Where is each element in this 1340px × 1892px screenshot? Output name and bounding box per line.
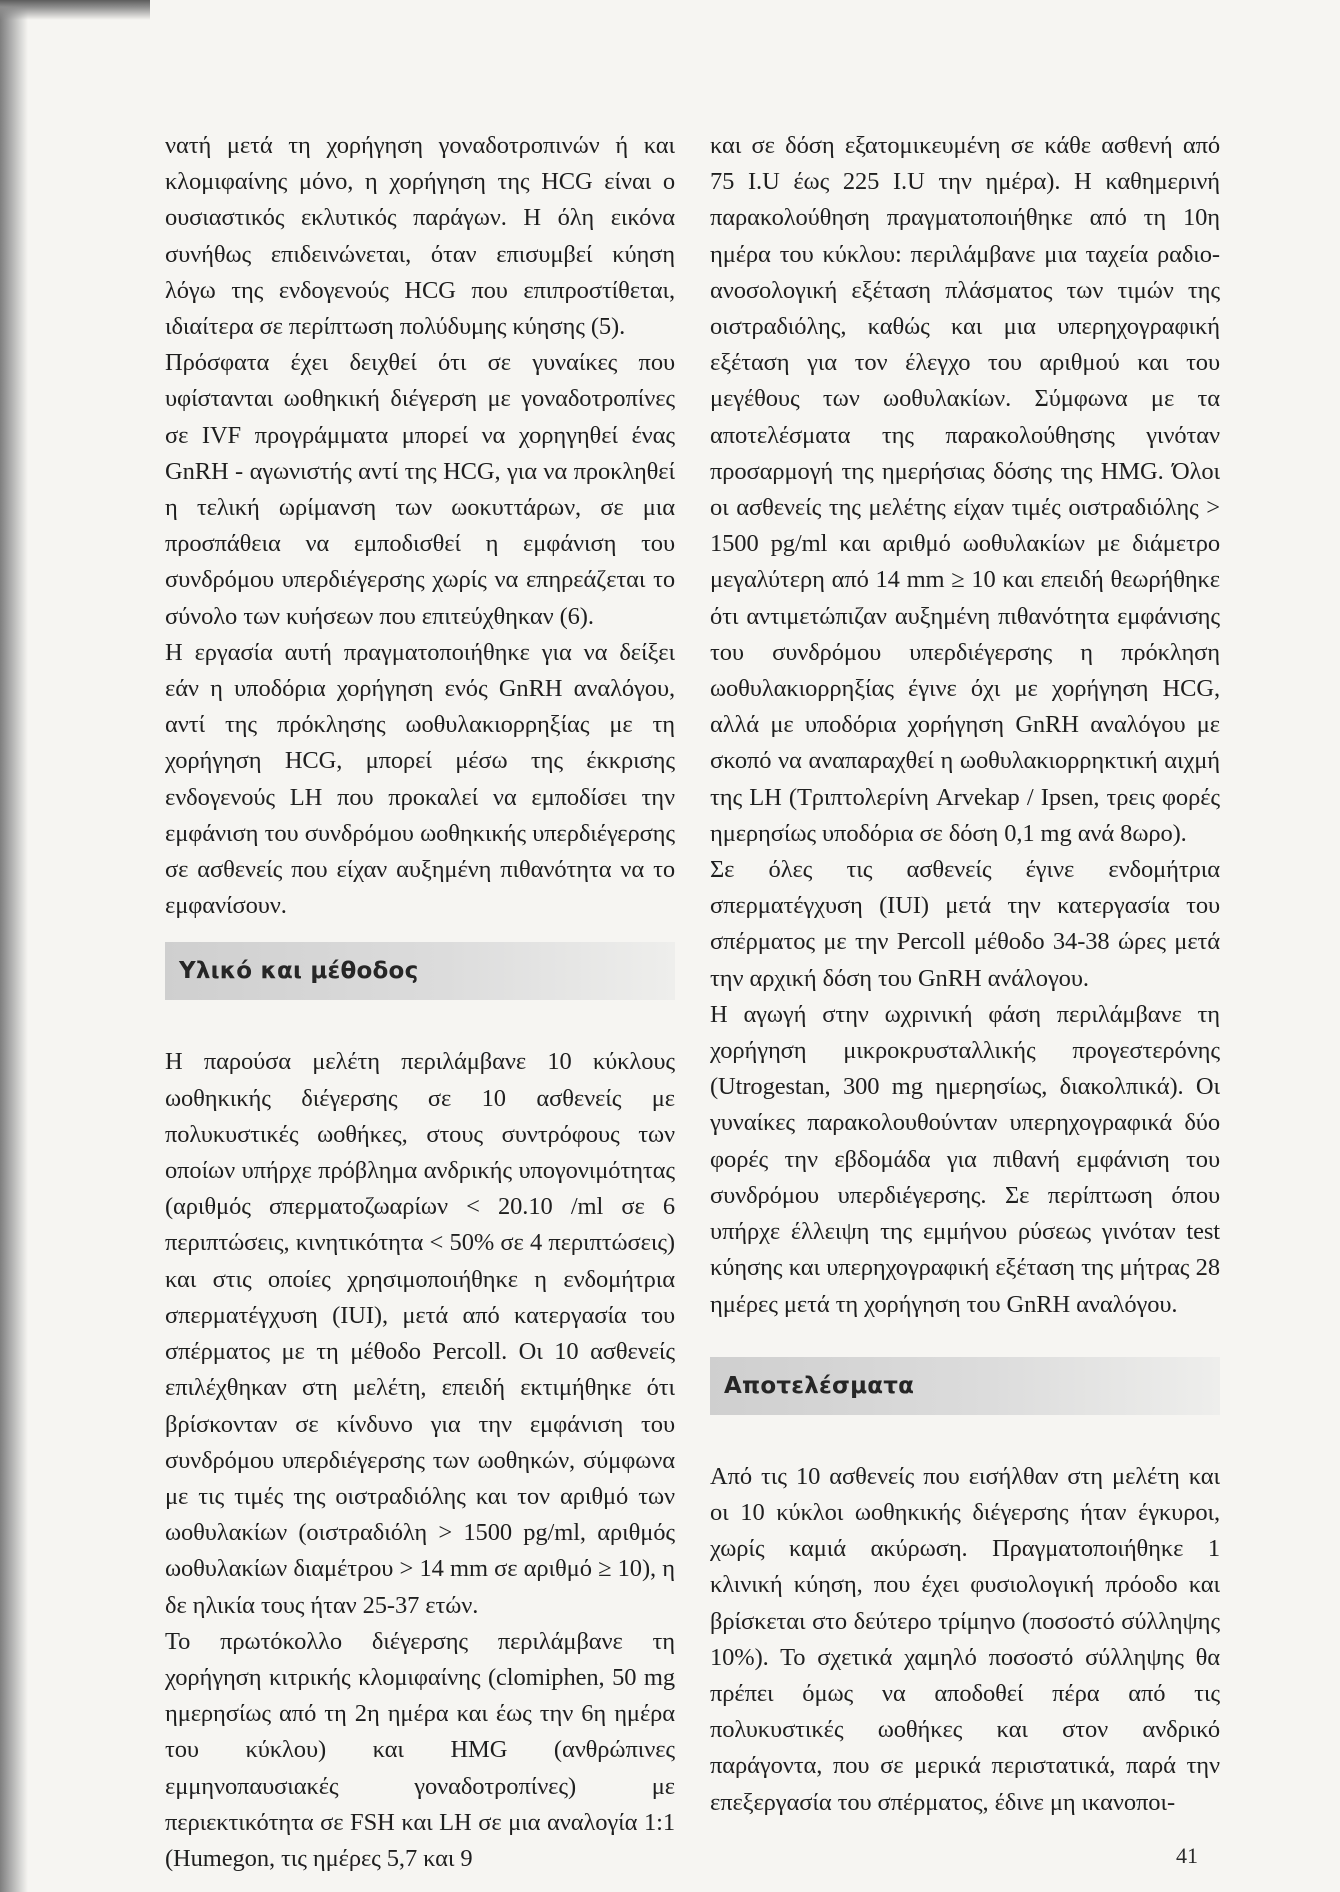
scan-shadow-edge [0,0,28,1892]
page-number: 41 [1176,1843,1198,1868]
scan-shadow-corner [0,0,150,20]
section-banner-methods [165,942,675,1000]
body-paragraph: Η αγωγή στην ωχρινική φάση περιλάμβανε τη χορήγηση μικροκρυσταλλικής προγεστερόνης (Utrogestan, 300 mg ημερησίως, διακολπικά). Οι γυναίκες παρακολουθούνταν υπερηχογραφικά δύο φορές την εβδομάδα για πιθανή εμφάνιση του συνδρόμου υπερδιέγερσης. Σε περίπτωση όπου υπήρχε έλλειψη της εμμήνου ρύσεως γινόταν test κύησης και υπερηχογραφική εξέταση της μήτρας 28 ημέρες μετά τη χορήγηση του GnRH αναλόγου. [710,1000,1220,1318]
right-column [710,128,1220,1821]
section-banner-results [710,1357,1220,1415]
body-paragraph: και σε δόση εξατομικευμένη σε κάθε ασθενή από 75 I.U έως 225 I.U την ημέρα). Η καθημερινή παρακολούθηση πραγματοποιήθηκε από τη 10η ημέρα του κύκλου: περιλάμβανε μια ταχεία ραδιο-ανοσολογική εξέταση πλάσματος των τιμών της οιστραδιόλης, καθώς και μια υπερηχογραφική εξέταση για τον έλεγχο του αριθμού και του μεγέθους των ωοθυλακίων. Σύμφωνα με τα αποτελέσματα της παρακολούθησης γινόταν προσαρμογή της ημερήσιας δόσης της HMG. Όλοι οι ασθενείς της μελέτης είχαν τιμές οιστραδιόλης > 1500 pg/ml και αριθμό ωοθυλακίων με διάμετρο μεγαλύτερη από 14 mm ≥ 10 και επειδή θεωρήθηκε ότι αντιμετώπιζαν αυξημένη πιθανότητα εμφάνισης του συνδρόμου υπερδιέγερσης η πρόκληση ωοθυλακιορρηξίας έγινε όχι με χορήγηση HCG, αλλά με υποδόρια χορήγηση GnRH αναλόγου με σκοπό να αναπαραχθεί η ωοθυλακιορρηκτική αιχμή της LH (Τριπτολερίνη Arvekap / Ipsen, τρεις φορές ημερησίως υποδόρια σε δόση 0,1 mg ανά 8ωρο). [710,132,1220,847]
body-paragraph: Η εργασία αυτή πραγματοποιήθηκε για να δείξει εάν η υποδόρια χορήγηση ενός GnRH αναλόγου, αντί της πρόκλησης ωοθυλακιορρηξίας με τη χορήγηση HCG, μπορεί μέσω της έκκρισης ενδογενούς LH που προκαλεί να εμποδίσει την εμφάνιση του συνδρόμου ωοθηκικής υπερδιέγερσης σε ασθενείς που είχαν αυξημένη πιθανότητα να το εμφανίσουν. [165,638,675,920]
section-heading: Υλικό και μέθοδος [179,958,419,985]
body-paragraph: νατή μετά τη χορήγηση γοναδοτροπινών ή και κλομιφαίνης μόνο, η χορήγηση της HCG είναι ο ουσιαστικός εκλυτικός παράγων. Η όλη εικόνα συνήθως επιδεινώνεται, όταν επισυμβεί κύηση λόγω της ενδογενούς HCG που επιπροστίθεται, ιδιαίτερα σε περίπτωση πολύδυμης κύησης (5). [165,132,675,341]
body-paragraph: Πρόσφατα έχει δειχθεί ότι σε γυναίκες που υφίστανται ωοθηκική διέγερση με γοναδοτροπίνες σε IVF προγράμματα μπορεί να χορηγηθεί ένας GnRH - αγωνιστής αντί της HCG, για να προκληθεί η τελική ωρίμανση των ωοκυττάρων, σε μια προσπάθεια να εμποδισθεί η εμφάνιση του συνδρόμου υπερδιέγερσης χωρίς να επηρεάζεται το σύνολο των κυήσεων που επιτεύχθηκαν (6). [165,349,675,630]
body-paragraph: Η παρούσα μελέτη περιλάμβανε 10 κύκλους ωοθηκικής διέγερσης σε 10 ασθενείς με πολυκυστικές ωοθήκες, στους συντρόφους των οποίων υπήρχε πρόβλημα ανδρικής υπογονιμότητας (αριθμός σπερματοζωαρίων < 20.10 /ml σε 6 περιπτώσεις, κινητικότητα < 50% σε 4 περιπτώσεις) και στις οποίες χρησιμοποιήθηκε η ενδομήτρια σπερματέγχυση (IUI), μετά από κατεργασία του σπέρματος με τη μέθοδο Percoll. Οι 10 ασθενείς επιλέχθηκαν στη μελέτη, επειδή εκτιμήθηκε ότι βρίσκονταν σε κίνδυνο για την εμφάνιση του συνδρόμου υπερδιέγερσης των ωοθηκών, σύμφωνα με τις τιμές της οιστραδιόλης και τον αριθμό των ωοθυλακίων (οιστραδιόλη > 1500 pg/ml, αριθμός ωοθυλακίων διαμέτρου > 14 mm σε αριθμό ≥ 10), η δε ηλικία τους ήταν 25-37 ετών. [165,1048,675,1619]
section-heading: Αποτελέσματα [724,1372,915,1399]
body-paragraph: Από τις 10 ασθενείς που εισήλθαν στη μελέτη και οι 10 κύκλοι ωοθηκικής διέγερσης ήταν έγκυροι, χωρίς καμιά ακύρωση. Πραγματοποιήθηκε 1 κλινική κύηση, που έχει φυσιολογική πρόοδο και βρίσκεται στο δεύτερο τρίμηνο (ποσοστό σύλληψης 10%). Το σχετικά χαμηλό ποσοστό σύλληψης θα πρέπει όμως να αποδοθεί πέρα από τις πολυκυστικές ωοθήκες και στον ανδρικό παράγοντα, που σε μερικά περιστατικά, παρά την επεξεργασία του σπέρματος, έδινε μη ικανοποι- [710,1462,1220,1816]
body-paragraph: Το πρωτόκολλο διέγερσης περιλάμβανε τη χορήγηση κιτρικής κλομιφαίνης (clomiphen, 50 mg ημερησίως από τη 2η ημέρα και έως την 6η ημέρα του κύκλου) και HMG (ανθρώπινες εμμηνοπαυσιακές γοναδοτροπίνες) με περιεκτικότητα σε FSH και LH σε μια αναλογία 1:1 (Humegon, τις ημέρες 5,7 και 9 [165,1627,675,1872]
body-paragraph: Σε όλες τις ασθενείς έγινε ενδομήτρια σπερματέγχυση (IUI) μετά την κατεργασία του σπέρματος με την Percoll μέθοδο 34-38 ώρες μετά την αρχική δόση του GnRH ανάλογου. [710,856,1220,992]
left-column [165,128,675,1877]
